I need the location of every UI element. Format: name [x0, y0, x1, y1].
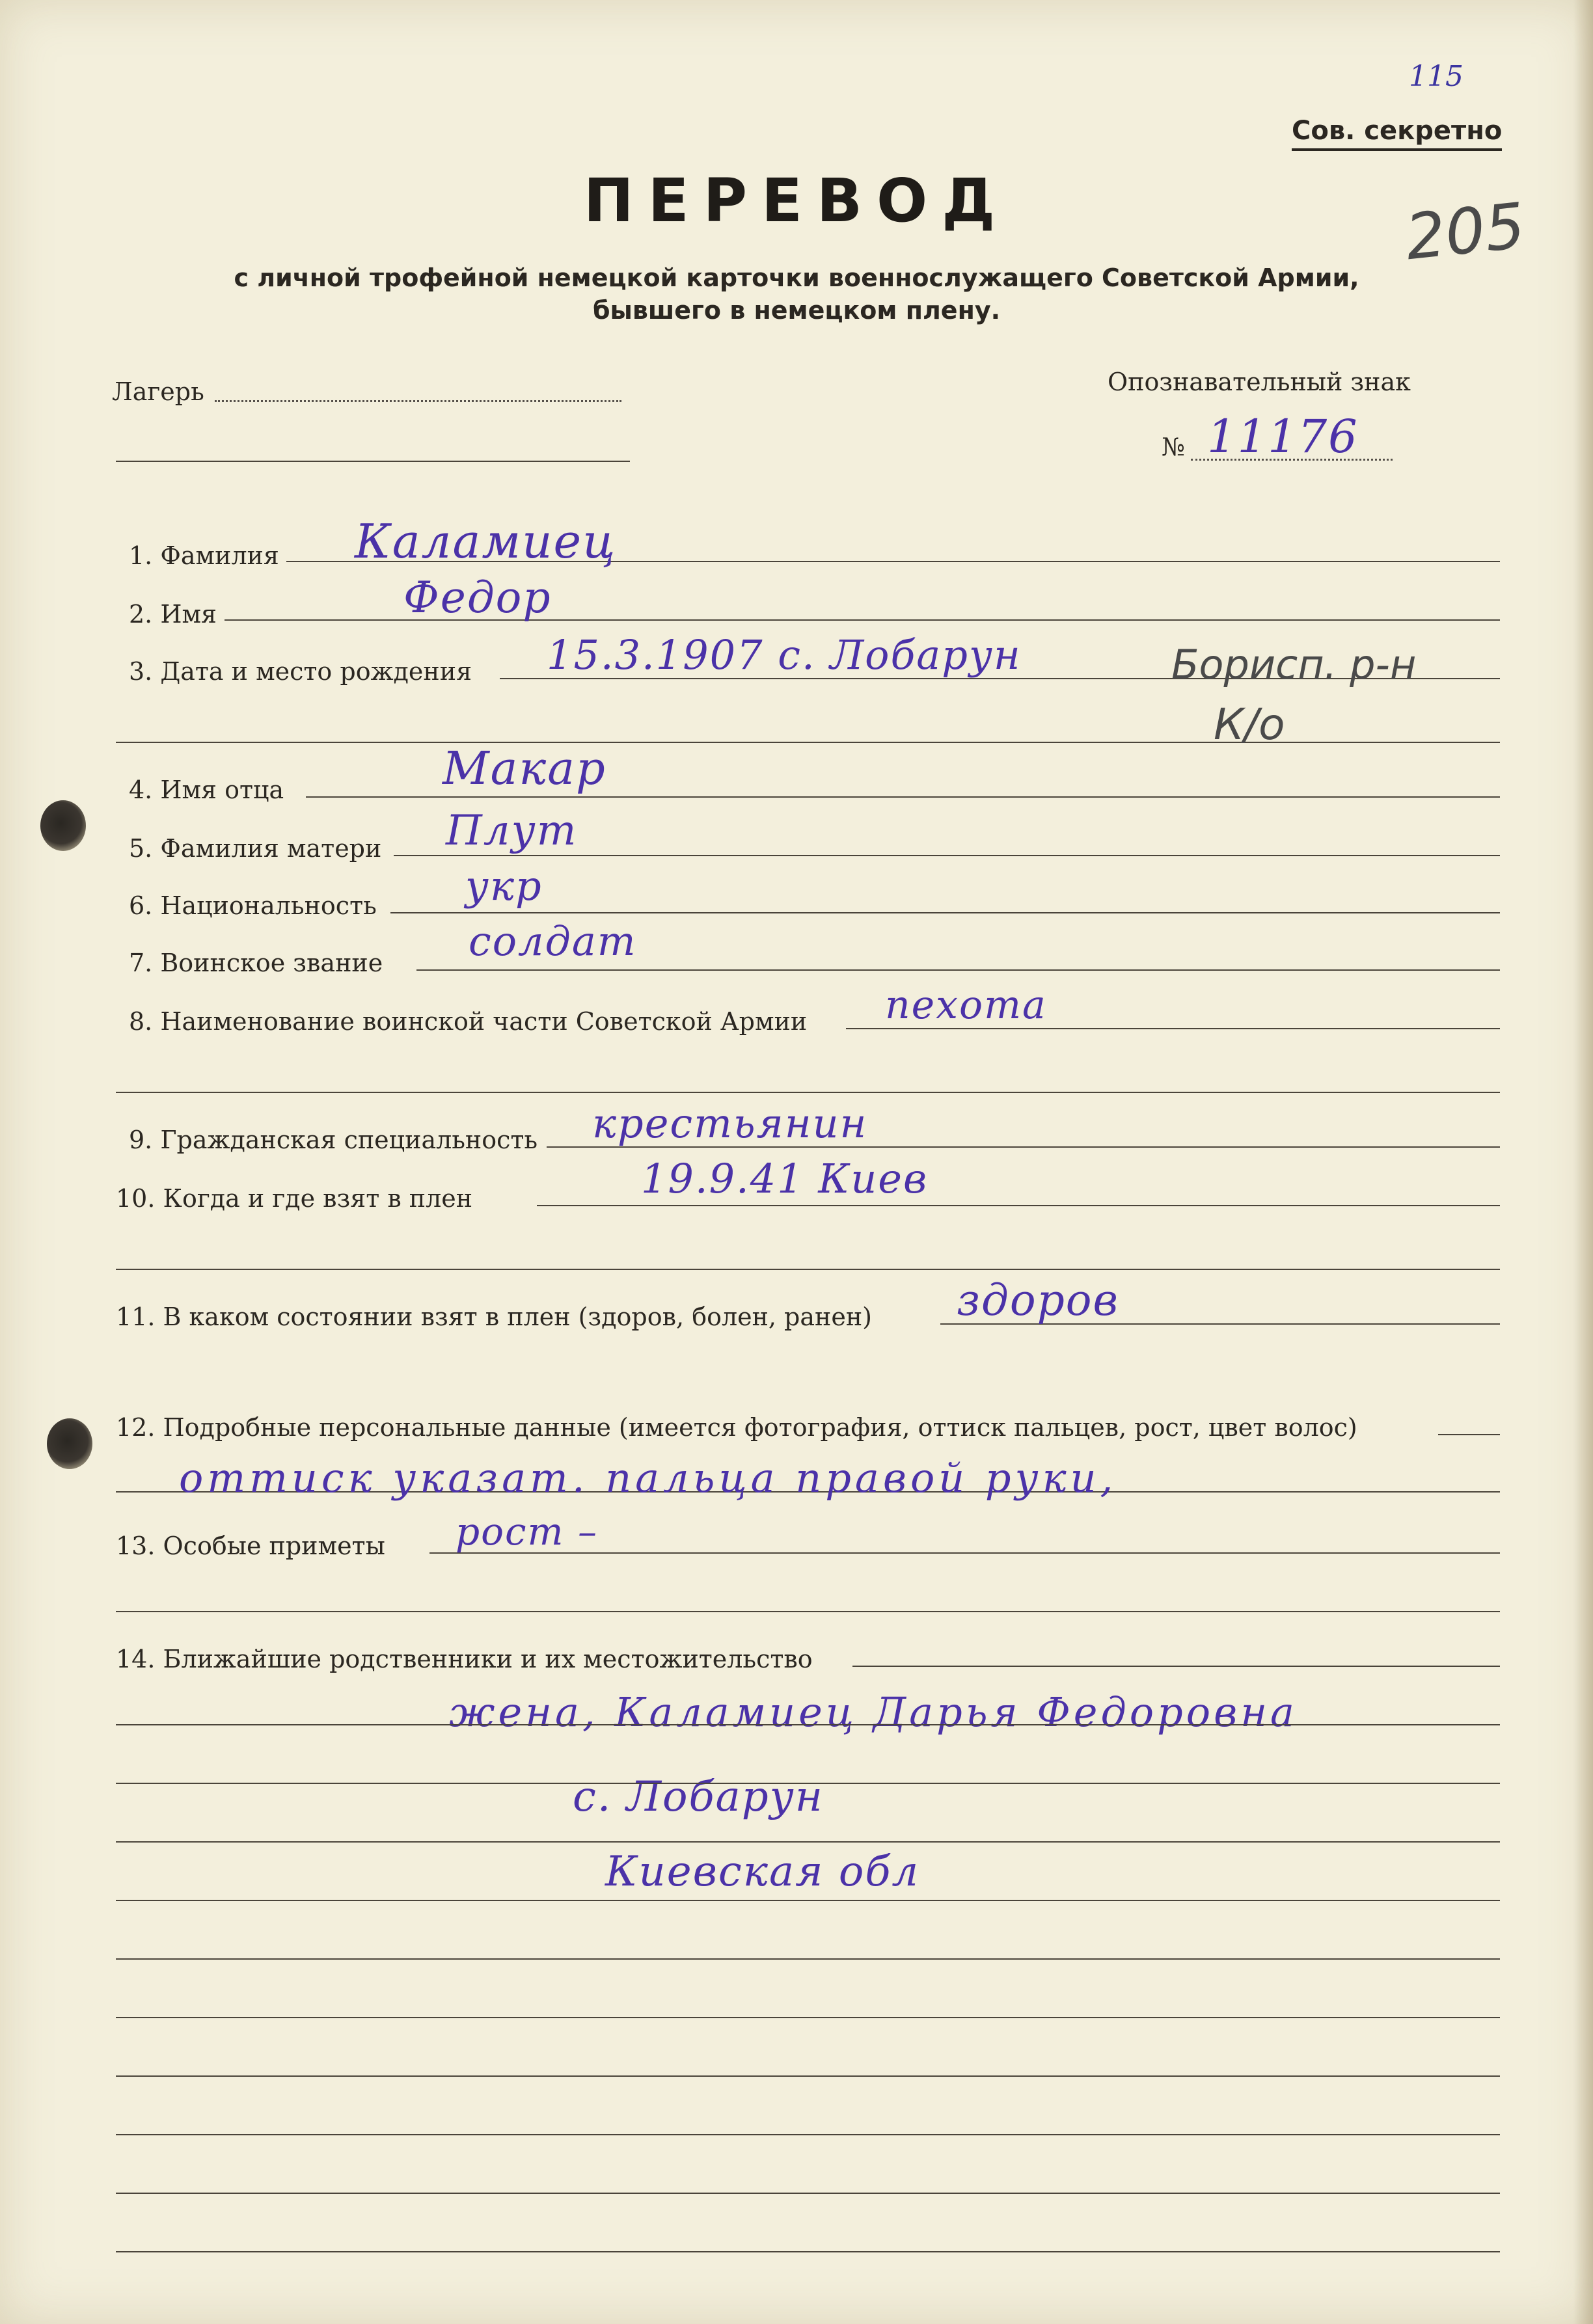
field-11-value: здоров [957, 1275, 1119, 1325]
field-14-value-2: с. Лобарун [573, 1773, 824, 1821]
subtitle-line-2: бывшего в немецком плену. [592, 296, 1001, 325]
sheet-number: 205 [1402, 189, 1529, 275]
field-6-label: 6. Национальность [129, 891, 377, 920]
paper-edge [1573, 0, 1593, 2324]
field-14-value: жена, Каламиец Дарья Федоровна [449, 1688, 1298, 1736]
field-9-value: крестьянин [592, 1100, 868, 1147]
punch-hole-bottom [47, 1418, 92, 1469]
field-10-value: 19.9.41 Киев [641, 1155, 929, 1202]
camp-line [215, 400, 621, 402]
id-tag-label: Опознавательный знак [1108, 368, 1411, 396]
field-11-label: 11. В каком состоянии взят в плен (здоров, болен, ранен) [116, 1303, 873, 1331]
field-14-value-3: Киевская обл [605, 1848, 920, 1896]
field-5-value: Плут [446, 807, 578, 855]
field-7-line [416, 969, 1500, 971]
ruled-line [116, 1783, 1500, 1784]
field-5-line [394, 855, 1500, 856]
field-3-label: 3. Дата и место рождения [129, 657, 472, 686]
field-13-line-2 [116, 1611, 1500, 1612]
field-13-label: 13. Особые приметы [116, 1532, 385, 1560]
field-8-value: пехота [885, 982, 1047, 1028]
punch-hole-top [40, 800, 86, 851]
ruled-line [116, 2017, 1500, 2018]
field-12-label: 12. Подробные персональные данные (имеется фотография, оттиск пальцев, рост, цвет волос) [116, 1413, 1357, 1442]
field-3-value-pencil: Борисп. р-н [1171, 641, 1417, 688]
field-4-label: 4. Имя отца [129, 776, 284, 804]
field-2-value: Федор [403, 573, 552, 623]
archive-number: 115 [1409, 60, 1464, 93]
ruled-line [116, 1958, 1500, 1960]
field-8-label: 8. Наименование воинской части Советской Армии [129, 1007, 808, 1036]
field-3-line-2 [116, 742, 1500, 743]
field-7-value: солдат [469, 917, 637, 965]
field-6-value: укр [465, 862, 543, 910]
field-4-value: Макар [442, 742, 606, 795]
field-10-line-2 [116, 1269, 1500, 1270]
ruled-line [116, 2251, 1500, 2252]
field-2-label: 2. Имя [129, 600, 217, 628]
id-tag-number-prefix: № [1162, 433, 1185, 461]
field-12-value: оттиск указат. пальца правой руки, [179, 1454, 1117, 1502]
field-3-value-pencil-2: К/о [1214, 699, 1285, 750]
field-8-line-2 [116, 1092, 1500, 1093]
field-6-line [390, 912, 1500, 913]
field-4-line [306, 796, 1500, 798]
field-12-line [1438, 1434, 1500, 1435]
camp-line-2 [116, 461, 630, 462]
ruled-line [116, 2193, 1500, 2194]
field-3-value: 15.3.1907 с. Лобарун [547, 631, 1022, 679]
id-tag-value: 11176 [1207, 410, 1359, 463]
field-9-label: 9. Гражданская специальность [129, 1126, 538, 1154]
ruled-line [116, 1900, 1500, 1901]
subtitle-line-1: с личной трофейной немецкой карточки военнослужащего Советской Армии, [234, 263, 1359, 292]
ruled-line [116, 1724, 1500, 1725]
field-7-label: 7. Воинское звание [129, 949, 383, 977]
field-10-label: 10. Когда и где взят в плен [116, 1184, 473, 1213]
field-1-label: 1. Фамилия [129, 541, 279, 570]
ruled-line [116, 1841, 1500, 1843]
field-13-value: рост – [456, 1509, 598, 1554]
camp-label: Лагерь [112, 377, 204, 406]
field-8-line [846, 1028, 1500, 1029]
ruled-line [116, 2075, 1500, 2077]
field-14-line [852, 1666, 1500, 1667]
field-5-label: 5. Фамилия матери [129, 834, 382, 863]
field-10-line [537, 1205, 1500, 1206]
secrecy-stamp: Сов. секретно [1292, 116, 1502, 151]
field-14-label: 14. Ближайшие родственники и их местожительство [116, 1645, 813, 1673]
field-1-value: Каламиец [355, 514, 617, 569]
ruled-line [116, 2134, 1500, 2135]
page-title: ПЕРЕВОД [583, 166, 1010, 236]
